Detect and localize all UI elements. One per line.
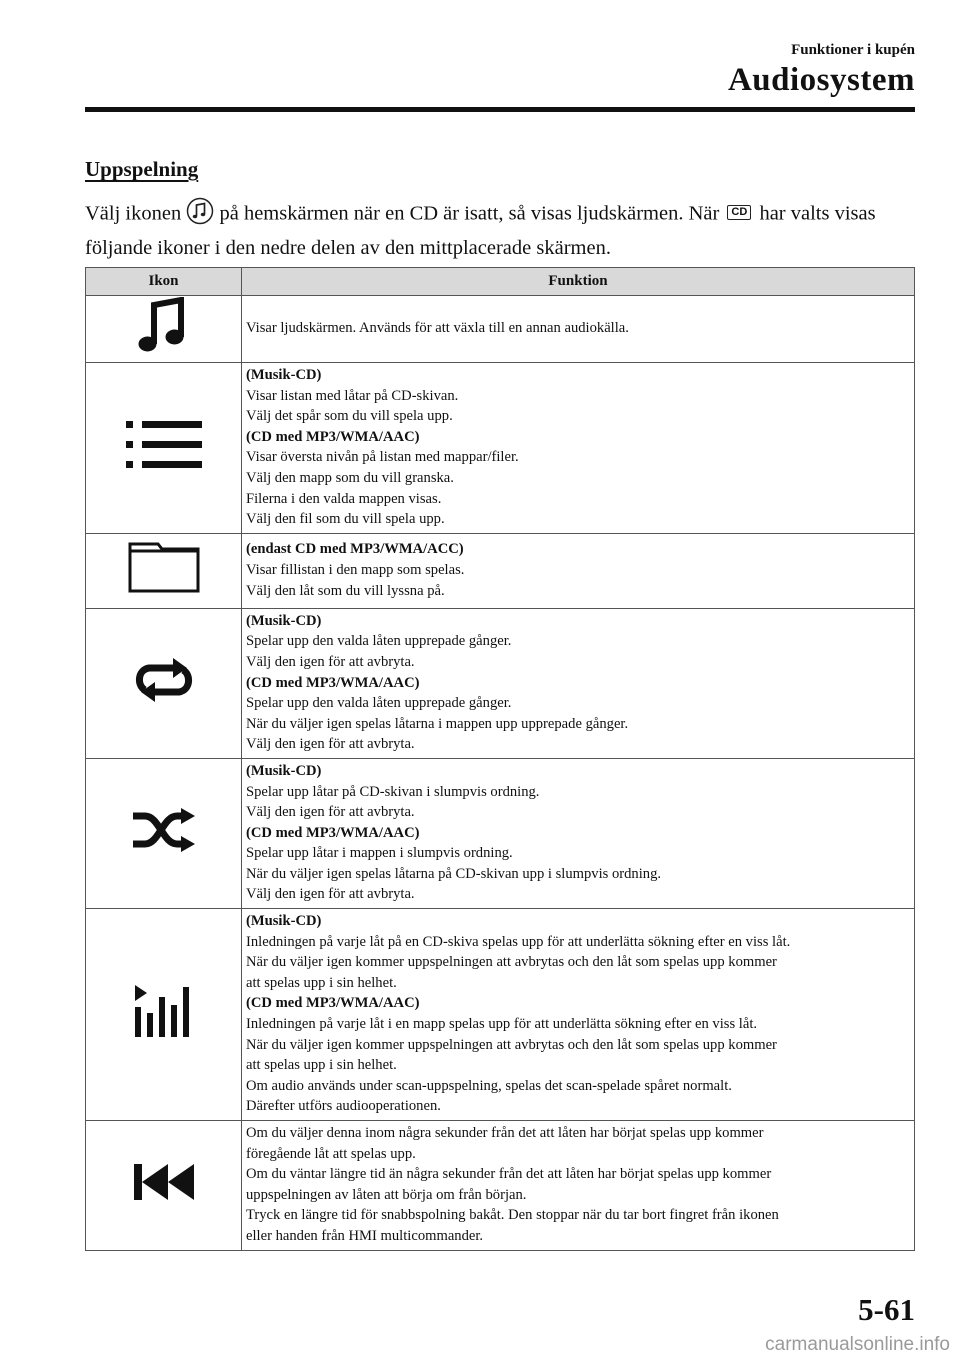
function-text: Inledningen på varje låt på en CD-skiva spelas upp för att underlätta sökning efter en viss låt. <box>246 933 791 950</box>
function-text: Visar fillistan i den mapp som spelas. <box>246 561 465 578</box>
list-icon <box>124 419 204 471</box>
scan-icon <box>133 983 195 1039</box>
intro-paragraph <box>85 196 920 262</box>
function-text: uppspelningen av låten att börja om från början. <box>246 1186 527 1203</box>
function-text: Visar listan med låtar på CD-skivan. <box>246 387 459 404</box>
function-cell <box>242 758 915 908</box>
function-text: Inledningen på varje låt i en mapp spelas upp för att underlätta sökning efter en viss låt. <box>246 1016 758 1033</box>
icon-cell <box>86 909 242 1121</box>
function-text: Välj den igen för att avbryta. <box>246 804 415 821</box>
function-heading: (Musik-CD) <box>246 612 322 629</box>
music-note-icon <box>186 196 214 234</box>
intro-text-1: Välj ikonen <box>85 202 182 225</box>
function-text: Spelar upp den valda låten upprepade gånger. <box>246 633 512 650</box>
function-text: Spelar upp låtar på CD-skivan i slumpvis ordning. <box>246 783 540 800</box>
music-note-icon <box>138 297 190 355</box>
shuffle-icon <box>131 808 197 852</box>
function-cell <box>242 533 915 608</box>
table-row <box>86 296 915 363</box>
function-heading: (CD med MP3/WMA/AAC) <box>246 824 420 841</box>
chapter-subtitle: Funktioner i kupén <box>791 42 915 58</box>
icon-function-table <box>85 267 915 1251</box>
function-heading: (CD med MP3/WMA/AAC) <box>246 674 420 691</box>
function-heading: (Musik-CD) <box>246 762 322 779</box>
function-cell <box>242 1121 915 1251</box>
function-text: När du väljer igen kommer uppspelningen att avbrytas och den låt som spelas upp kommer <box>246 1036 777 1053</box>
table-row <box>86 758 915 908</box>
intro-text-2: på hemskärmen när en CD är isatt, så visas ljudskärmen. När <box>219 202 720 225</box>
icon-cell <box>86 296 242 363</box>
function-text: Visar ljudskärmen. Används för att växla till en annan audiokälla. <box>246 320 629 337</box>
chapter-title: Audiosystem <box>727 62 915 98</box>
function-cell <box>242 608 915 758</box>
icon-cell <box>86 1121 242 1251</box>
function-text: föregående låt att spelas upp. <box>246 1145 416 1162</box>
function-text: När du väljer igen spelas låtarna i mappen upp upprepade gånger. <box>246 715 629 732</box>
table-header-row <box>86 268 915 296</box>
header-divider <box>85 107 915 112</box>
function-text: Tryck en längre tid för snabbspolning bakåt. Den stoppar när du tar bort fingret från ikonen <box>246 1207 779 1224</box>
function-heading: (Musik-CD) <box>246 913 322 930</box>
function-text: När du väljer igen spelas låtarna på CD-skivan upp i slumpvis ordning. <box>246 865 662 882</box>
watermark: carmanualsonline.info <box>765 1334 950 1355</box>
function-text: Välj den igen för att avbryta. <box>246 886 415 903</box>
function-text: Välj den låt som du vill lyssna på. <box>246 582 445 599</box>
function-text: Om du väntar längre tid än några sekunder från det att låten har börjat spelas upp kommer <box>246 1166 772 1183</box>
function-text: Välj den mapp som du vill granska. <box>246 469 454 486</box>
function-text: När du väljer igen kommer uppspelningen att avbrytas och den låt som spelas upp kommer <box>246 954 777 971</box>
function-text: Visar översta nivån på listan med mappar/filer. <box>246 449 519 466</box>
section-title: Uppspelning <box>85 157 199 181</box>
function-text: eller handen från HMI multicommander. <box>246 1227 484 1244</box>
function-text: att spelas upp i sin helhet. <box>246 1057 397 1074</box>
function-text: Filerna i den valda mappen visas. <box>246 490 442 507</box>
table-row <box>86 1121 915 1251</box>
function-cell <box>242 363 915 534</box>
skip-back-icon <box>132 1162 196 1202</box>
function-text: Därefter utförs audiooperationen. <box>246 1098 441 1115</box>
function-cell <box>242 296 915 363</box>
page-number: 5-61 <box>858 1292 915 1327</box>
header-icon: Ikon <box>86 268 242 296</box>
function-text: Om audio används under scan-uppspelning, spelas det scan-spelade spåret normalt. <box>246 1077 732 1094</box>
function-text: Välj den fil som du vill spela upp. <box>246 511 445 528</box>
function-text: Välj den igen för att avbryta. <box>246 653 415 670</box>
intro-text-3: har valts visas följande ikoner i den nedre delen av den mittplacerade skärmen. <box>85 202 876 259</box>
table-row <box>86 608 915 758</box>
repeat-icon <box>135 658 193 702</box>
function-heading: (CD med MP3/WMA/AAC) <box>246 428 420 445</box>
function-text: Välj det spår som du vill spela upp. <box>246 408 453 425</box>
table-row <box>86 533 915 608</box>
folder-icon <box>128 541 200 593</box>
table-row <box>86 909 915 1121</box>
icon-cell <box>86 608 242 758</box>
function-text: att spelas upp i sin helhet. <box>246 974 397 991</box>
header-function: Funktion <box>242 268 915 296</box>
icon-cell <box>86 533 242 608</box>
icon-cell <box>86 363 242 534</box>
cd-icon: CD <box>727 205 751 220</box>
function-text: Om du väljer denna inom några sekunder från det att låten har börjat spelas upp kommer <box>246 1125 764 1141</box>
icon-cell <box>86 758 242 908</box>
function-text: Spelar upp låtar i mappen i slumpvis ordning. <box>246 845 513 862</box>
function-heading: (Musik-CD) <box>246 367 322 383</box>
function-cell <box>242 909 915 1121</box>
function-text: Välj den igen för att avbryta. <box>246 736 415 753</box>
function-heading: (CD med MP3/WMA/AAC) <box>246 995 420 1012</box>
function-heading: (endast CD med MP3/WMA/ACC) <box>246 541 464 558</box>
function-text: Spelar upp den valda låten upprepade gånger. <box>246 695 512 712</box>
table-row <box>86 363 915 534</box>
